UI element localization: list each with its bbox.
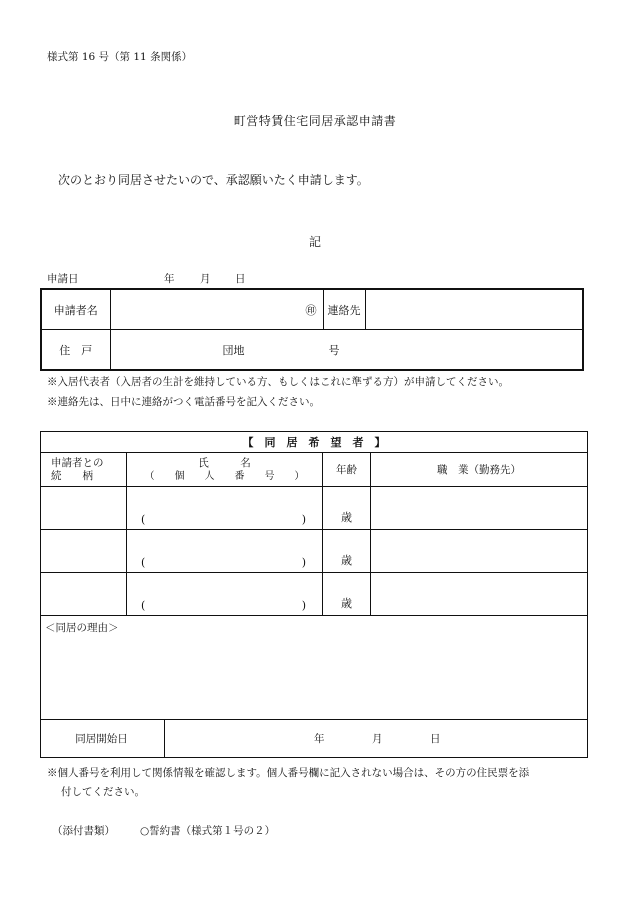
- occupation-field[interactable]: [371, 530, 588, 573]
- cohabitant-row: [41, 573, 588, 616]
- gou-label: 号: [328, 344, 340, 357]
- age-field[interactable]: [323, 487, 371, 530]
- applicant-name-field[interactable]: [110, 289, 323, 330]
- relation-field[interactable]: [41, 530, 127, 573]
- note-representative: ※入居代表者（入居者の生計を維持している方、もしくはこれに準ずる方）が申請してください。: [47, 376, 509, 388]
- cohabitant-row: [41, 487, 588, 530]
- note-contact: ※連絡先は、日中に連絡がつく電話番号を記入ください。: [47, 396, 320, 408]
- name-field[interactable]: [127, 487, 323, 530]
- age-header: 年齢: [323, 453, 371, 487]
- applicant-name-label: 申請者名: [41, 289, 110, 330]
- occupation-field[interactable]: [371, 573, 588, 616]
- bottom-note-line1: ※個人番号を利用して関係情報を確認します。個人番号欄に記入されない場合は、その方の住民票を添: [47, 767, 530, 779]
- danchi-label: 団地: [222, 344, 245, 357]
- reason-label: ＜同居の理由＞: [45, 622, 119, 634]
- application-date-row: [47, 271, 307, 285]
- contact-field[interactable]: [365, 289, 583, 330]
- age-field[interactable]: [323, 573, 371, 616]
- start-date-label: 同居開始日: [75, 733, 128, 745]
- applicant-table: [40, 288, 584, 371]
- document-title: 町営特賃住宅同居承認申請書: [233, 114, 397, 128]
- paren-close: ): [301, 599, 306, 612]
- relation-header-line2: 続 柄: [51, 469, 93, 482]
- bottom-note-line2: 付してください。: [61, 786, 145, 798]
- attachment-item: ○誓約書（様式第１号の２）: [140, 825, 276, 837]
- age-unit: 歳: [341, 511, 352, 524]
- age-unit: 歳: [341, 554, 352, 567]
- age-field[interactable]: [323, 530, 371, 573]
- paren-close: ): [301, 556, 306, 569]
- relation-field[interactable]: [41, 487, 127, 530]
- name-header: [127, 453, 323, 487]
- start-day-label: 日: [430, 733, 441, 745]
- address-label: 住 戸: [41, 330, 110, 371]
- address-field[interactable]: [110, 330, 583, 371]
- occupation-field[interactable]: [371, 487, 588, 530]
- cohabitant-header: 【 同 居 希 望 者 】: [41, 432, 588, 453]
- start-year-label: 年: [314, 733, 325, 745]
- seal-mark: ㊞: [305, 303, 317, 317]
- paren-open: (: [141, 599, 146, 612]
- application-date-label: 申請日: [47, 273, 79, 285]
- name-header-line1: 氏 名: [198, 456, 251, 469]
- ki-heading: 記: [308, 235, 321, 249]
- start-month-label: 月: [372, 733, 383, 745]
- relation-header: [41, 453, 127, 487]
- start-date-row: [41, 720, 588, 758]
- date-year-label: 年: [164, 273, 175, 285]
- age-unit: 歳: [341, 597, 352, 610]
- name-field[interactable]: [127, 530, 323, 573]
- name-header-line2: （ 個 人 番 号 ）: [144, 470, 305, 482]
- relation-field[interactable]: [41, 573, 127, 616]
- cohabitant-table: [40, 431, 588, 758]
- intro-text: 次のとおり同居させたいので、承認願いたく申請します。: [58, 173, 369, 187]
- paren-open: (: [141, 556, 146, 569]
- occupation-header: 職 業（勤務先）: [371, 453, 588, 487]
- form-number: 様式第 16 号（第 11 条関係）: [47, 51, 193, 63]
- relation-header-line1: 申請者との: [51, 456, 104, 469]
- contact-label: 連絡先: [323, 289, 365, 330]
- date-day-label: 日: [235, 273, 246, 285]
- attachments-label: （添付書類）: [52, 825, 115, 837]
- cohabitant-row: [41, 530, 588, 573]
- name-field[interactable]: [127, 573, 323, 616]
- paren-open: (: [141, 513, 146, 526]
- paren-close: ): [301, 513, 306, 526]
- reason-field[interactable]: [41, 616, 588, 720]
- date-month-label: 月: [200, 273, 211, 285]
